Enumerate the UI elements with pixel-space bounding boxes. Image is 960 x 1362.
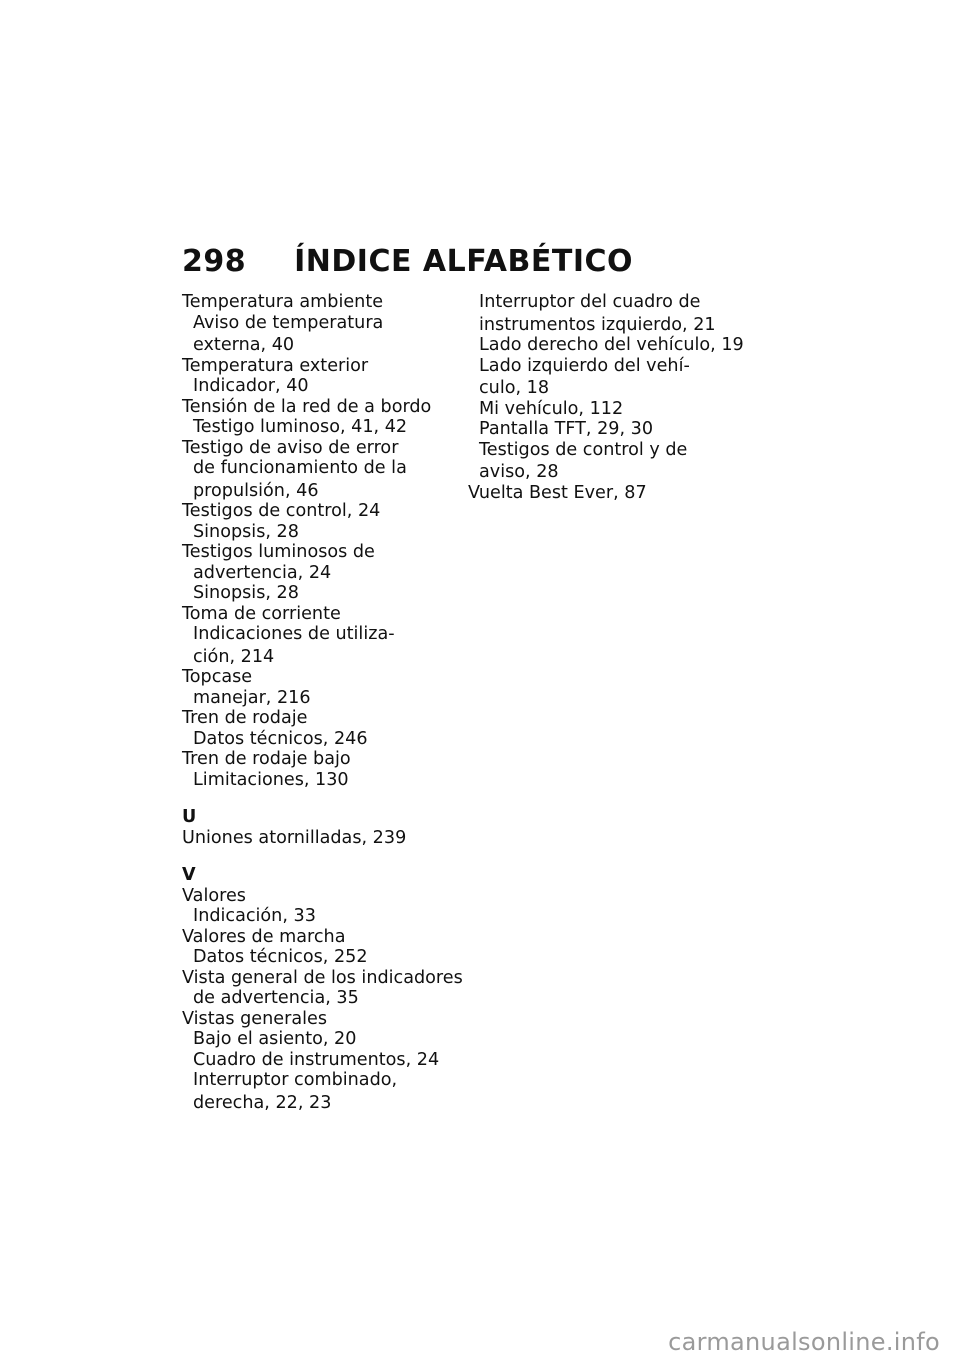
index-entry: Valores de marcha (182, 926, 346, 947)
index-subentry-line: Sinopsis, 28 (193, 521, 299, 542)
index-subentry-line: aviso, 28 (479, 462, 559, 482)
index-subentry-line: Testigos de control y de (479, 439, 688, 460)
index-subentry-line: Testigo luminoso, 41, 42 (193, 417, 408, 437)
index-subentry-line: Aviso de temperatura (193, 312, 384, 333)
index-subentry-line: instrumentos izquierdo, 21 (479, 314, 716, 335)
index-subentry-line: Indicador, 40 (193, 376, 309, 396)
index-subentry (182, 583, 464, 604)
index-subentry-line: Mi vehículo, 112 (479, 398, 624, 419)
index-subentry (182, 1070, 464, 1113)
index-subentry-line: Pantalla TFT, 29, 30 (479, 419, 654, 439)
index-entry: Tren de rodaje bajo (182, 749, 351, 769)
index-subentry-line: Datos técnicos, 246 (193, 728, 368, 749)
index-subentry (468, 335, 768, 356)
index-subentry-line: Bajo el asiento, 20 (193, 1029, 357, 1049)
index-entry: Testigos de control, 24 (182, 501, 381, 521)
index-subentry-line: propulsión, 46 (193, 480, 319, 501)
index-subentry (182, 906, 464, 927)
index-subentry (182, 729, 464, 750)
index-subentry (182, 563, 464, 584)
index-subentry (182, 417, 464, 438)
index-subentry-line: culo, 18 (479, 378, 550, 398)
index-subentry-line: de advertencia, 35 (193, 988, 359, 1008)
index-subentry (182, 688, 464, 709)
index-subentry-line: Lado derecho del vehículo, 19 (479, 335, 744, 355)
index-subentry (468, 440, 768, 483)
index-subentry-line: manejar, 216 (193, 687, 311, 708)
index-subentry-line: advertencia, 24 (193, 562, 332, 583)
index-entry: Topcase (182, 667, 253, 687)
index-entry: Tensión de la red de a bordo (182, 396, 432, 417)
index-entry: Testigo de aviso de error (182, 437, 399, 458)
index-subentry-line: externa, 40 (193, 335, 295, 355)
index-section-letter: U (182, 807, 197, 827)
index-subentry (182, 1029, 464, 1050)
index-section-letter: V (182, 865, 196, 885)
index-column-right (468, 292, 768, 503)
index-subentry (182, 1050, 464, 1071)
index-subentry-line: Indicación, 33 (193, 906, 316, 926)
index-subentry (182, 947, 464, 968)
index-subentry-line: Interruptor del cuadro de (479, 292, 701, 312)
index-subentry (182, 313, 464, 356)
index-entry: Toma de corriente (182, 603, 341, 624)
index-subentry-line: Indicaciones de utiliza- (193, 624, 395, 644)
page-number: 298 (182, 244, 247, 279)
index-subentry (468, 292, 768, 335)
index-subentry-line: Interruptor combinado, (193, 1070, 398, 1090)
index-entry: Temperatura exterior (182, 355, 369, 376)
index-subentry (468, 356, 768, 399)
index-subentry (182, 458, 464, 501)
page-title: ÍNDICE ALFABÉTICO (294, 244, 634, 279)
index-subentry-line: Lado izquierdo del vehí- (479, 355, 690, 376)
index-subentry (468, 399, 768, 420)
index-subentry (182, 376, 464, 397)
index-subentry-line: derecha, 22, 23 (193, 1092, 332, 1113)
index-subentry (182, 522, 464, 543)
watermark: carmanualsonline.info (668, 1328, 940, 1356)
index-subentry-line: Sinopsis, 28 (193, 583, 299, 603)
index-entry: Tren de rodaje (182, 708, 308, 728)
index-entry: Vistas generales (182, 1008, 328, 1029)
index-subentry (182, 770, 464, 791)
index-entry: Uniones atornilladas, 239 (182, 827, 407, 848)
index-entry: Vista general de los indicadores (182, 967, 463, 988)
index-entry: Vuelta Best Ever, 87 (468, 482, 647, 503)
index-subentry (182, 988, 464, 1009)
index-subentry-line: Cuadro de instrumentos, 24 (193, 1049, 440, 1070)
index-subentry-line: Datos técnicos, 252 (193, 947, 368, 967)
index-subentry-line: de funcionamiento de la (193, 458, 407, 478)
page-header (182, 244, 633, 279)
index-column-left (182, 292, 464, 1113)
index-entry: Testigos luminosos de (182, 542, 375, 562)
index-subentry (182, 624, 464, 667)
index-subentry (468, 419, 768, 440)
index-subentry-line: Limitaciones, 130 (193, 769, 349, 790)
index-entry: Valores (182, 885, 246, 906)
index-entry: Temperatura ambiente (182, 292, 384, 312)
index-subentry-line: ción, 214 (193, 646, 275, 667)
